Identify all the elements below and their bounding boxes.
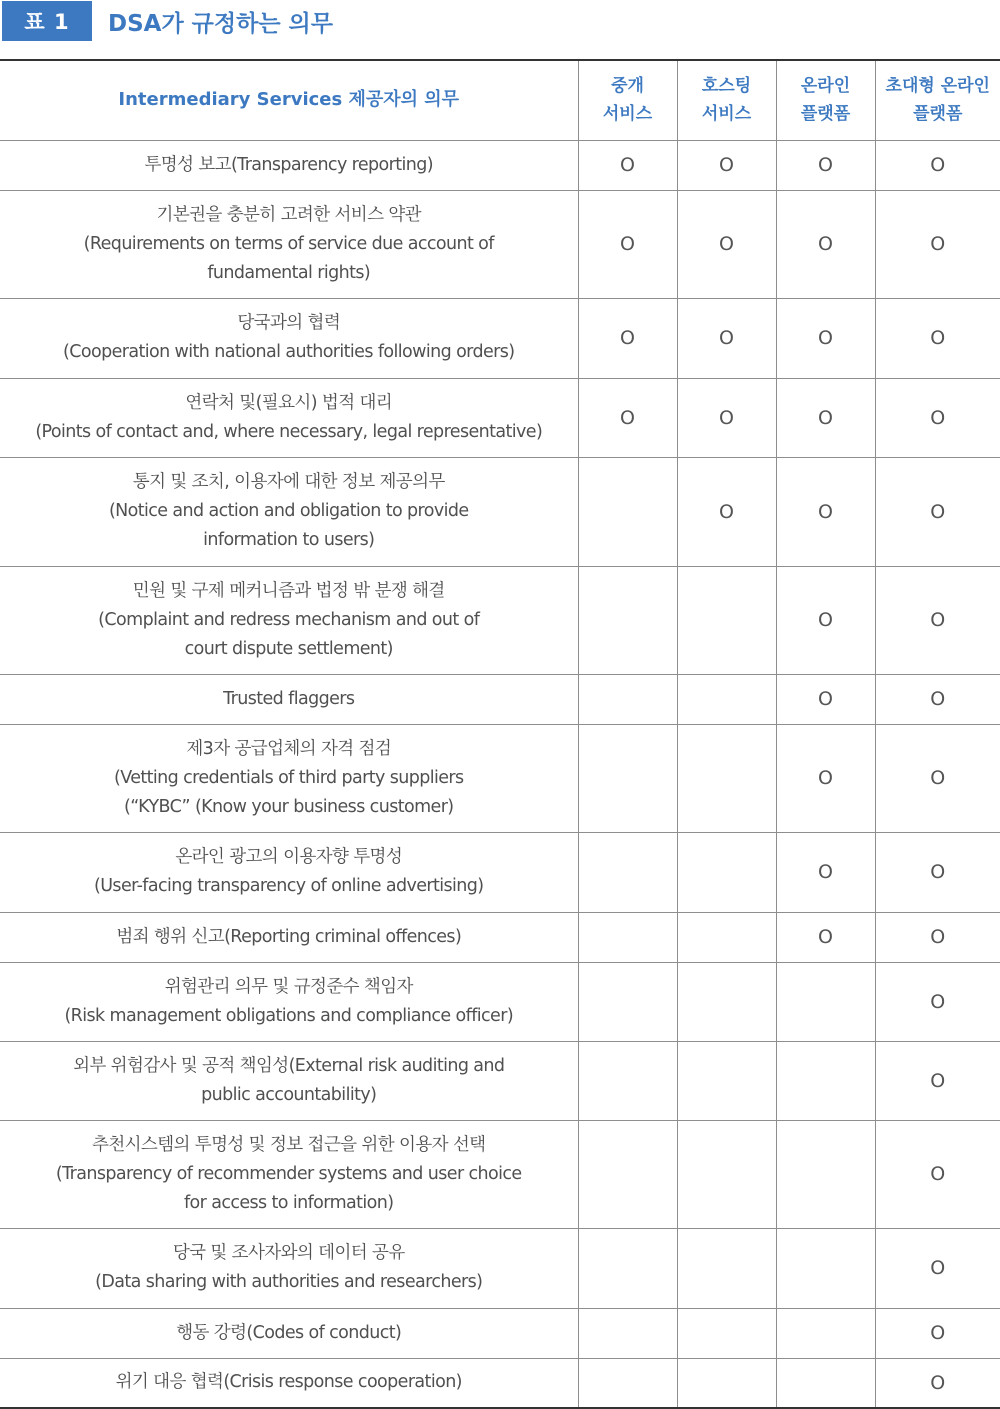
mark-cell-intermediary bbox=[578, 1041, 677, 1120]
obligation-text-line: 위험관리 의무 및 규정준수 책임자 bbox=[164, 976, 413, 997]
obligation-cell bbox=[0, 962, 578, 1041]
obligation-cell bbox=[0, 378, 578, 457]
mark-cell-hosting: O bbox=[677, 457, 776, 566]
mark-cell-online-platform bbox=[776, 1120, 875, 1228]
mark-cell-online-platform bbox=[776, 1358, 875, 1408]
header-label: 중개 서비스 bbox=[602, 76, 653, 125]
obligation-text-line: (Vetting credentials of third party suppliers bbox=[113, 767, 464, 788]
table-row bbox=[0, 1228, 1000, 1308]
mark-cell-online-platform: O bbox=[776, 457, 875, 566]
table-title: DSA가 규정하는 의무 bbox=[108, 10, 333, 37]
obligation-text-line: 온라인 광고의 이용자향 투명성 bbox=[175, 847, 403, 867]
mark-cell-vlop: O bbox=[930, 1371, 946, 1394]
obligation-cell bbox=[0, 566, 578, 674]
mark-cell-hosting: O bbox=[677, 298, 776, 378]
obligation-cell bbox=[0, 1120, 578, 1228]
header-vlop bbox=[875, 60, 1000, 140]
mark-cell-vlop: O bbox=[875, 190, 1000, 298]
obligation-text-line: 범죄 행위 신고(Reporting criminal offences) bbox=[116, 926, 462, 947]
obligation-cell bbox=[0, 298, 578, 378]
mark-cell-online-platform: O bbox=[776, 832, 875, 912]
obligation-text-line: 추천시스템의 투명성 및 정보 접근을 위한 이용자 선택 bbox=[92, 1134, 486, 1155]
mark-cell-online-platform: O bbox=[776, 912, 875, 962]
table-number-badge: 표 1 bbox=[2, 1, 92, 41]
mark-cell-vlop: O bbox=[875, 1120, 1000, 1228]
mark-cell-hosting: O bbox=[677, 140, 776, 190]
mark-cell-online-platform: O bbox=[776, 190, 875, 298]
mark-cell-vlop: O bbox=[875, 1308, 1000, 1358]
mark-cell-online-platform: O bbox=[776, 298, 875, 378]
obligation-text-line: (“KYBC” (Know your business customer) bbox=[123, 796, 454, 817]
mark-cell-online-platform bbox=[776, 962, 875, 1041]
obligations-table bbox=[0, 59, 1000, 1409]
obligation-cell bbox=[0, 190, 578, 298]
obligation-cell bbox=[0, 1041, 578, 1120]
mark-cell-hosting bbox=[677, 962, 776, 1041]
mark-cell-vlop: O bbox=[875, 298, 1000, 378]
mark-cell-online-platform: O bbox=[776, 566, 875, 674]
mark-cell-vlop: O bbox=[875, 1228, 1000, 1308]
mark-cell-vlop: O bbox=[875, 674, 1000, 724]
mark-cell-vlop: O bbox=[875, 1041, 1000, 1120]
header-label: 호스팅 서비스 bbox=[701, 76, 752, 125]
mark-cell-intermediary bbox=[578, 724, 677, 832]
mark-cell-intermediary bbox=[578, 457, 677, 566]
obligation-text-line: court dispute settlement) bbox=[184, 638, 393, 659]
obligation-text-line: (Transparency of recommender systems and user choice bbox=[55, 1163, 522, 1184]
mark-cell-online-platform: O bbox=[776, 724, 875, 832]
obligation-cell bbox=[0, 912, 578, 962]
obligation-cell bbox=[0, 1308, 578, 1358]
mark-cell-online-platform bbox=[776, 1308, 875, 1358]
obligation-cell bbox=[0, 1228, 578, 1308]
mark-cell-online-platform: O bbox=[776, 378, 875, 457]
obligation-text-line: (User-facing transparency of online advertising) bbox=[93, 876, 484, 896]
mark-cell-intermediary: O bbox=[578, 298, 677, 378]
mark-cell-vlop: O bbox=[875, 832, 1000, 912]
mark-cell-intermediary bbox=[578, 1358, 677, 1408]
mark-cell-intermediary bbox=[578, 912, 677, 962]
table-row bbox=[0, 1308, 1000, 1358]
obligation-text-line: 통지 및 조치, 이용자에 대한 정보 제공의무 bbox=[132, 472, 445, 492]
obligation-text-line: (Notice and action and obligation to provide bbox=[108, 501, 469, 521]
mark-cell-intermediary bbox=[578, 832, 677, 912]
table-row bbox=[0, 1041, 1000, 1120]
table-row bbox=[0, 140, 1000, 190]
mark-cell-vlop: O bbox=[875, 378, 1000, 457]
obligation-cell bbox=[0, 140, 578, 190]
mark-cell-hosting: O bbox=[677, 378, 776, 457]
obligation-text-line: Trusted flaggers bbox=[223, 688, 355, 709]
table-row bbox=[0, 457, 1000, 566]
mark-cell-intermediary bbox=[578, 566, 677, 674]
mark-cell-vlop: O bbox=[875, 724, 1000, 832]
mark-cell-vlop: O bbox=[875, 566, 1000, 674]
obligation-text-line: public accountability) bbox=[201, 1084, 377, 1105]
obligation-text-line: (Cooperation with national authorities following orders) bbox=[63, 342, 515, 362]
mark-cell-intermediary: O bbox=[578, 378, 677, 457]
obligation-text-line: 기본권을 충분히 고려한 서비스 약관 bbox=[156, 204, 421, 225]
mark-cell-hosting bbox=[677, 674, 776, 724]
header-intermediary bbox=[578, 60, 677, 140]
obligation-text-line: 외부 위험감사 및 공적 책임성(External risk auditing and bbox=[73, 1055, 505, 1076]
obligation-text-line: (Data sharing with authorities and researchers) bbox=[95, 1272, 483, 1292]
obligation-text-line: (Points of contact and, where necessary, legal representative) bbox=[35, 421, 543, 442]
mark-cell-intermediary bbox=[578, 1120, 677, 1228]
obligation-text-line: (Complaint and redress mechanism and out of bbox=[98, 609, 480, 630]
header-label: 초대형 온라인 플랫폼 bbox=[885, 76, 990, 125]
table-row bbox=[0, 674, 1000, 724]
mark-cell-intermediary: O bbox=[578, 140, 677, 190]
mark-cell-vlop: O bbox=[875, 962, 1000, 1041]
obligation-cell bbox=[0, 1358, 578, 1408]
obligation-text-line: 위기 대응 협력(Crisis response cooperation) bbox=[115, 1372, 462, 1393]
table-row bbox=[0, 1358, 1000, 1408]
mark-cell-hosting bbox=[677, 1041, 776, 1120]
table-row bbox=[0, 724, 1000, 832]
mark-cell-intermediary: O bbox=[578, 190, 677, 298]
header-label: Intermediary Services 제공자의 의무 bbox=[118, 89, 460, 111]
mark-cell-hosting bbox=[677, 1120, 776, 1228]
table-row bbox=[0, 378, 1000, 457]
table-row bbox=[0, 1120, 1000, 1228]
mark-cell-intermediary bbox=[578, 1308, 677, 1358]
obligation-text-line: 민원 및 구제 메커니즘과 법정 밖 분쟁 해결 bbox=[132, 580, 445, 601]
header-row bbox=[0, 60, 1000, 140]
mark-cell-hosting bbox=[677, 566, 776, 674]
mark-cell-vlop: O bbox=[875, 912, 1000, 962]
table-row bbox=[0, 298, 1000, 378]
obligation-text-line: for access to information) bbox=[183, 1192, 394, 1213]
obligation-text-line: 투명성 보고(Transparency reporting) bbox=[144, 154, 434, 175]
mark-cell-online-platform bbox=[776, 1041, 875, 1120]
header-label: 온라인 플랫폼 bbox=[800, 76, 851, 125]
obligation-cell bbox=[0, 457, 578, 566]
mark-cell-intermediary bbox=[578, 962, 677, 1041]
mark-cell-hosting bbox=[677, 832, 776, 912]
mark-cell-online-platform: O bbox=[776, 140, 875, 190]
mark-cell-intermediary bbox=[578, 1228, 677, 1308]
table-row bbox=[0, 832, 1000, 912]
header-hosting bbox=[677, 60, 776, 140]
obligation-text-line: 당국 및 조사자와의 데이터 공유 bbox=[172, 1243, 405, 1263]
obligation-text-line: 연락처 및(필요시) 법적 대리 bbox=[185, 392, 393, 413]
table-row bbox=[0, 962, 1000, 1041]
obligation-cell bbox=[0, 832, 578, 912]
table-row bbox=[0, 566, 1000, 674]
mark-cell-hosting bbox=[677, 1308, 776, 1358]
table-caption bbox=[0, 0, 1000, 42]
obligation-text-line: 행동 강령(Codes of conduct) bbox=[176, 1322, 402, 1343]
obligation-text-line: information to users) bbox=[203, 530, 375, 550]
mark-cell-hosting bbox=[677, 724, 776, 832]
obligation-text-line: (Requirements on terms of service due account of bbox=[83, 233, 494, 254]
mark-cell-vlop: O bbox=[875, 457, 1000, 566]
obligation-text-line: fundamental rights) bbox=[207, 262, 371, 283]
obligation-cell bbox=[0, 724, 578, 832]
mark-cell-hosting bbox=[677, 1358, 776, 1408]
obligation-text-line: (Risk management obligations and compliance officer) bbox=[64, 1005, 514, 1026]
mark-cell-vlop: O bbox=[875, 140, 1000, 190]
mark-cell-hosting: O bbox=[677, 190, 776, 298]
table-row bbox=[0, 190, 1000, 298]
obligation-text-line: 제3자 공급업체의 자격 점검 bbox=[186, 738, 392, 759]
table-row bbox=[0, 912, 1000, 962]
mark-cell-online-platform: O bbox=[776, 674, 875, 724]
mark-cell-online-platform bbox=[776, 1228, 875, 1308]
mark-cell-hosting bbox=[677, 912, 776, 962]
header-online-platform bbox=[776, 60, 875, 140]
mark-cell-intermediary bbox=[578, 674, 677, 724]
header-obligations bbox=[0, 60, 578, 140]
mark-cell-hosting bbox=[677, 1228, 776, 1308]
obligation-cell bbox=[0, 674, 578, 724]
obligation-text-line: 당국과의 협력 bbox=[237, 313, 341, 333]
